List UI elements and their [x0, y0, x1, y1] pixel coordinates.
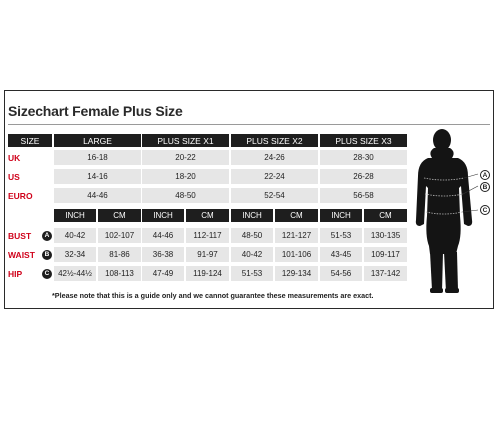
- size-cell: 16-18: [54, 150, 141, 165]
- disclaimer-note: *Please note that this is a guide only and we cannot guarantee these measurements are exact.: [52, 291, 374, 300]
- measure-cell: 32-34: [54, 247, 96, 262]
- measure-cell: 51-53: [320, 228, 362, 243]
- size-row-label: UK: [8, 152, 21, 163]
- size-row-label: US: [8, 171, 20, 182]
- measure-cell: 54-56: [320, 266, 362, 281]
- unit-header-cm: CM: [364, 209, 407, 222]
- measure-row-label: HIP: [8, 268, 23, 279]
- size-group-header: PLUS SIZE X2: [231, 134, 318, 147]
- measure-cell: 119-124: [186, 266, 229, 281]
- unit-header-inch: INCH: [54, 209, 96, 222]
- measure-cell: 43-45: [320, 247, 362, 262]
- unit-header-cm: CM: [275, 209, 318, 222]
- figure-marker-c: C: [480, 205, 490, 215]
- unit-header-inch: INCH: [231, 209, 273, 222]
- unit-header-cm: CM: [98, 209, 141, 222]
- size-cell: 24-26: [231, 150, 318, 165]
- measure-cell: 36-38: [142, 247, 184, 262]
- size-group-header: PLUS SIZE X3: [320, 134, 407, 147]
- size-column-header: SIZE: [8, 134, 52, 147]
- chart-title: Sizechart Female Plus Size: [8, 103, 183, 119]
- title-divider: [8, 124, 490, 125]
- measure-cell: 101-106: [275, 247, 318, 262]
- figure-marker-a: A: [480, 170, 490, 180]
- size-group-header: PLUS SIZE X1: [142, 134, 229, 147]
- measure-cell: 48-50: [231, 228, 273, 243]
- measure-cell: 42½-44½: [54, 266, 96, 281]
- size-cell: 22-24: [231, 169, 318, 184]
- measure-row-label: WAIST: [8, 249, 35, 260]
- measure-cell: 112-117: [186, 228, 229, 243]
- figure-marker-b: B: [480, 182, 490, 192]
- size-cell: 28-30: [320, 150, 407, 165]
- size-cell: 18-20: [142, 169, 229, 184]
- measure-cell: 44-46: [142, 228, 184, 243]
- measure-cell: 40-42: [54, 228, 96, 243]
- size-cell: 20-22: [142, 150, 229, 165]
- female-silhouette-figure: [412, 128, 488, 296]
- size-cell: 52-54: [231, 188, 318, 203]
- size-cell: 44-46: [54, 188, 141, 203]
- size-group-header: LARGE: [54, 134, 141, 147]
- size-cell: 26-28: [320, 169, 407, 184]
- measure-marker-a: A: [42, 231, 52, 241]
- unit-header-inch: INCH: [142, 209, 184, 222]
- measure-cell: 47-49: [142, 266, 184, 281]
- measure-cell: 108-113: [98, 266, 141, 281]
- measure-cell: 40-42: [231, 247, 273, 262]
- unit-header-inch: INCH: [320, 209, 362, 222]
- size-cell: 56-58: [320, 188, 407, 203]
- measure-cell: 81-86: [98, 247, 141, 262]
- measure-cell: 129-134: [275, 266, 318, 281]
- measure-marker-b: B: [42, 250, 52, 260]
- measure-cell: 51-53: [231, 266, 273, 281]
- unit-header-cm: CM: [186, 209, 229, 222]
- measure-row-label: BUST: [8, 230, 32, 241]
- size-cell: 14-16: [54, 169, 141, 184]
- measure-cell: 130-135: [364, 228, 407, 243]
- size-row-label: EURO: [8, 190, 33, 201]
- size-cell: 48-50: [142, 188, 229, 203]
- measure-cell: 102-107: [98, 228, 141, 243]
- measure-cell: 121-127: [275, 228, 318, 243]
- measure-cell: 109-117: [364, 247, 407, 262]
- measure-marker-c: C: [42, 269, 52, 279]
- measure-cell: 137-142: [364, 266, 407, 281]
- measure-cell: 91-97: [186, 247, 229, 262]
